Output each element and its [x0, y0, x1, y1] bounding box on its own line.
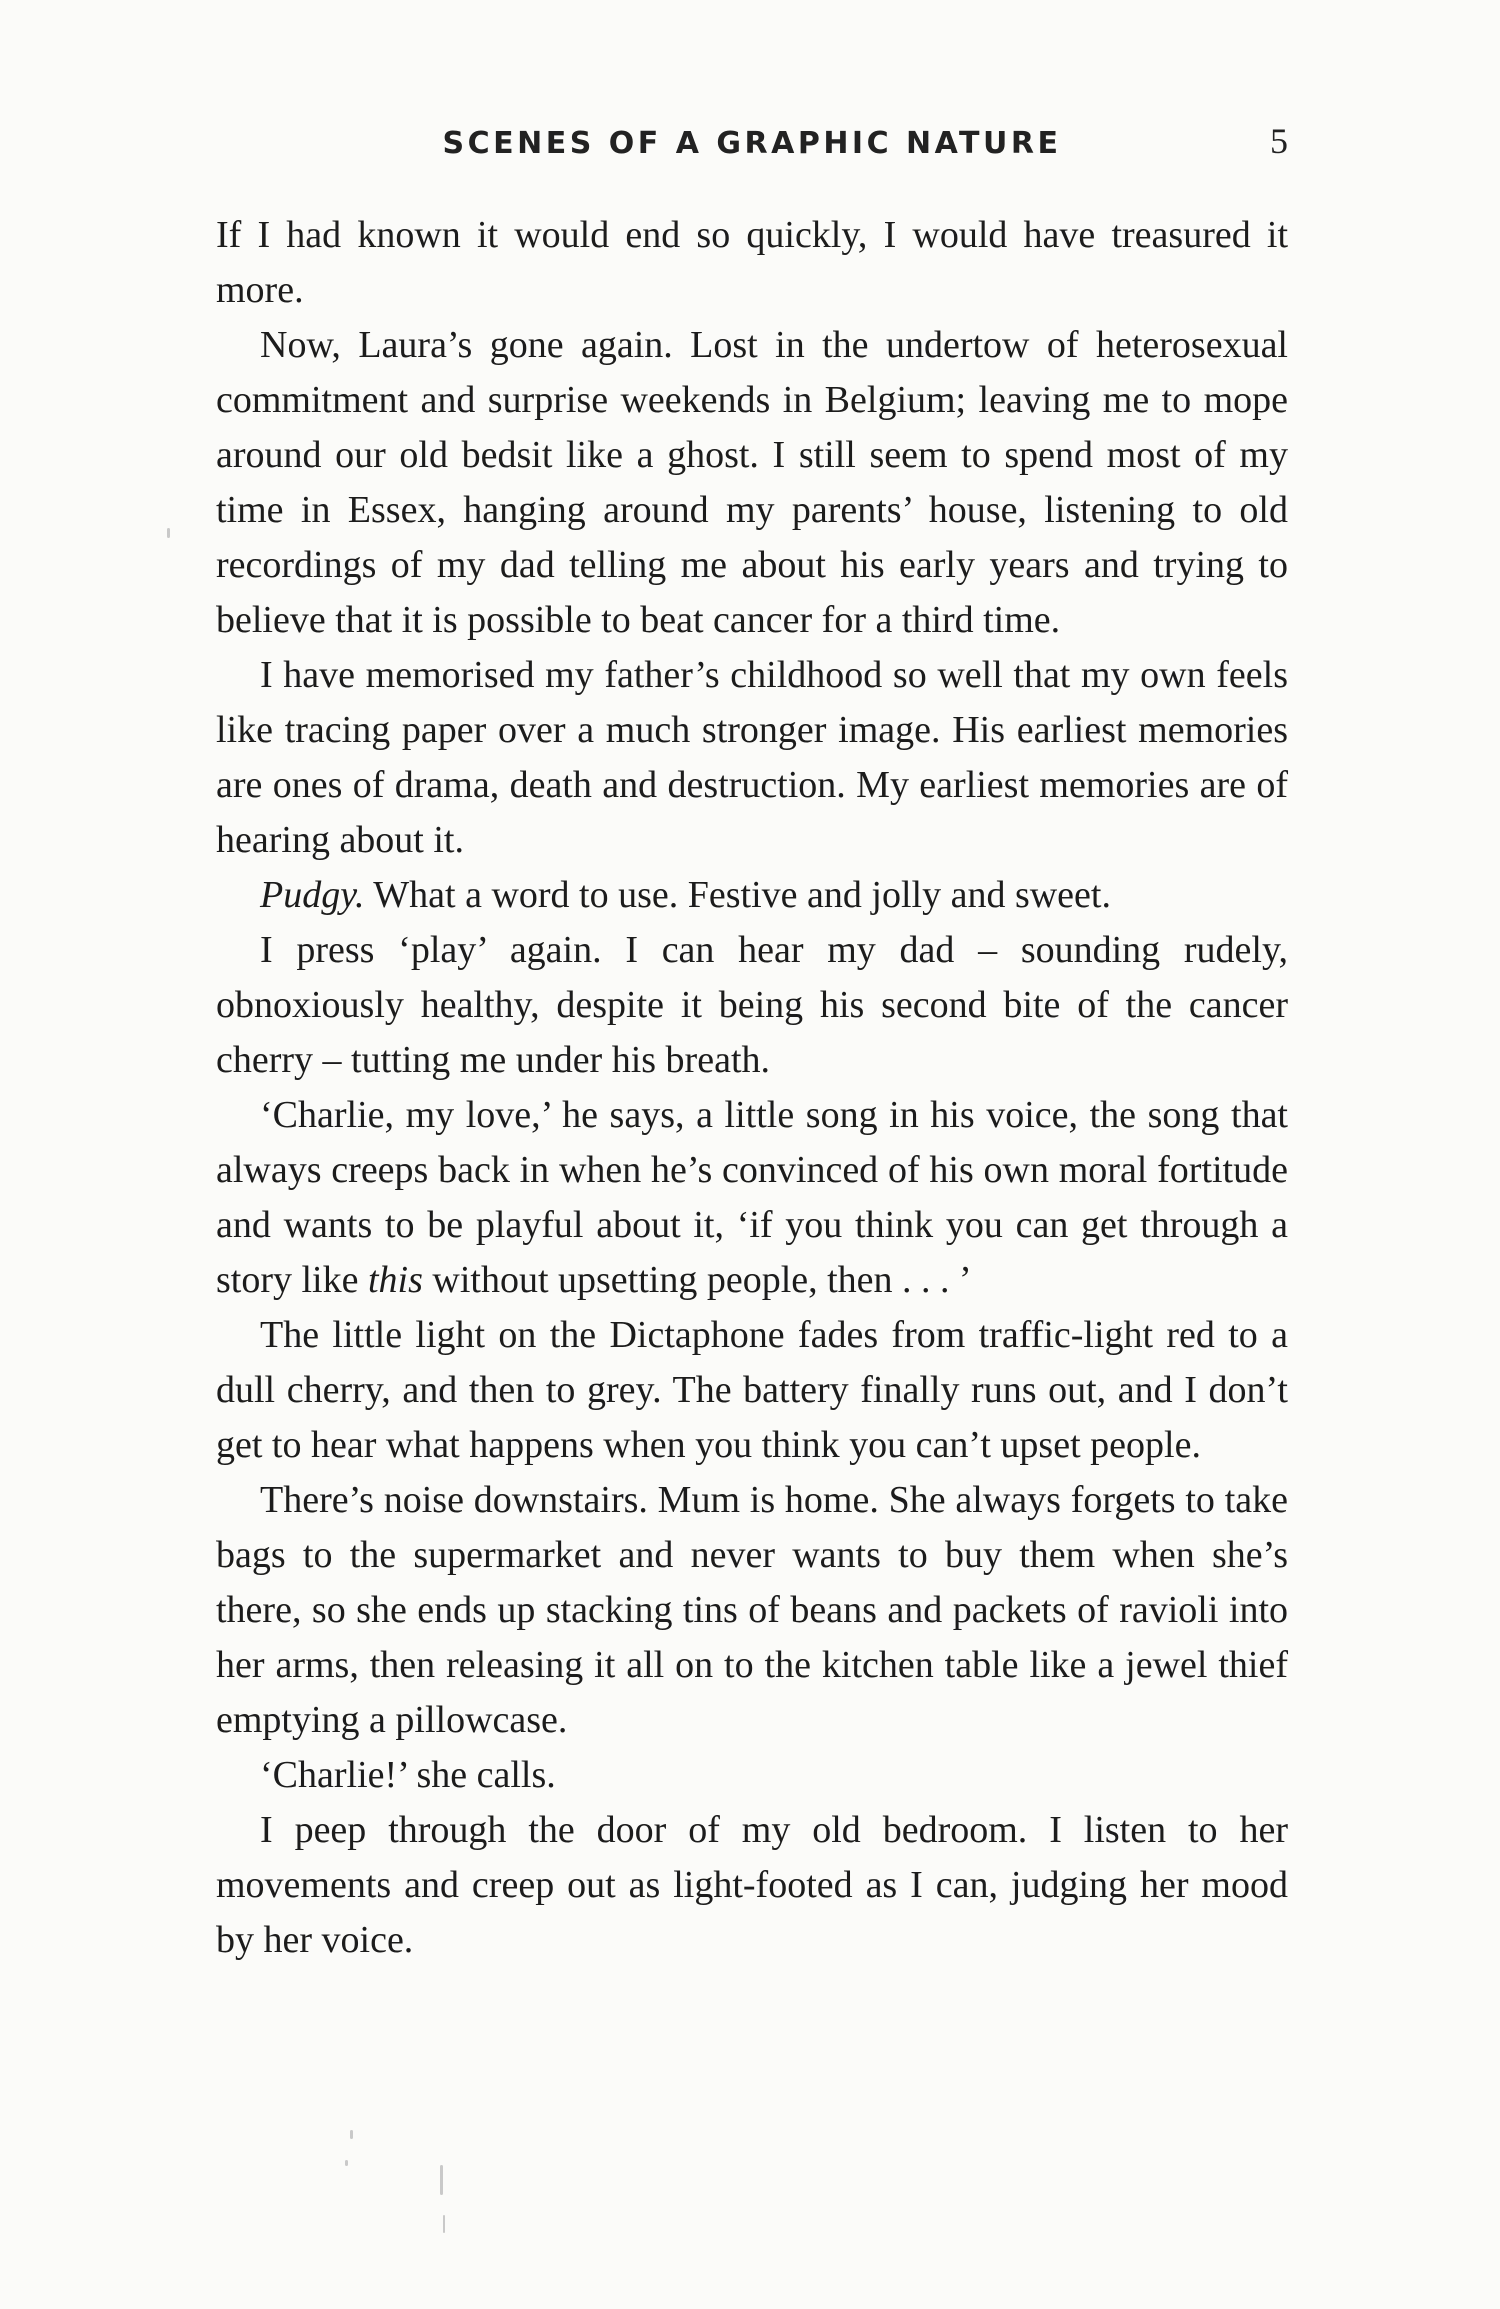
paragraph: Pudgy. What a word to use. Festive and jolly and sweet. [260, 874, 1111, 916]
paragraph: The little light on the Dictaphone fades from traffic-light red to a dull cherry, and then to grey. The battery finally runs out, and I don’t get to hear what happens when you think you can’t upset people. [216, 1314, 1288, 1466]
scan-speck [350, 2130, 353, 2139]
paragraph: Now, Laura’s gone again. Lost in the undertow of heterosexual commitment and surprise weekends in Belgium; leaving me to mope around our old bedsit like a ghost. I still seem to spend most of my time in Essex, hanging around my parents’ house, listening to old recordings of my dad telling me about his early years and trying to believe that it is possible to beat cancer for a third time. [216, 324, 1288, 641]
scan-speck [443, 2215, 445, 2233]
running-head [216, 120, 1288, 170]
paragraph: I peep through the door of my old bedroom. I listen to her movements and creep out as light-footed as I can, judging her mood by her voice. [216, 1809, 1288, 1961]
paragraph: I have memorised my father’s childhood so well that my own feels like tracing paper over a much stronger image. His earliest memories are ones of drama, death and destruction. My earliest memories are of hearing about it. [216, 654, 1288, 861]
paragraph: If I had known it would end so quickly, I would have treasured it more. [216, 214, 1288, 311]
running-title: SCENES OF A GRAPHIC NATURE [442, 126, 1062, 161]
scan-speck [440, 2165, 443, 2195]
italic-word: this [367, 1259, 423, 1301]
page-number: 5 [1270, 121, 1288, 161]
paragraph: I press ‘play’ again. I can hear my dad – sounding rudely, obnoxiously healthy, despite it being his second bite of the cancer cherry – tutting me under his breath. [216, 929, 1288, 1081]
paragraph: There’s noise downstairs. Mum is home. She always forgets to take bags to the supermarket and never wants to buy them when she’s there, so she ends up stacking tins of beans and packets of ravioli into her arms, then releasing it all on to the kitchen table like a jewel thief emptying a pillowcase. [216, 1479, 1288, 1741]
paragraph: ‘Charlie, my love,’ he says, a little song in his voice, the song that always creeps back in when he’s convinced of his own moral fortitude and wants to be playful about it, ‘if you think you can get through a story like this without upsetting people, then . . . ’ [216, 1094, 1288, 1301]
paragraph: ‘Charlie!’ she calls. [260, 1754, 556, 1796]
italic-word: Pudgy. [260, 874, 365, 916]
body-text [216, 208, 1288, 1968]
scan-speck [345, 2160, 348, 2166]
scan-speck [167, 528, 170, 538]
